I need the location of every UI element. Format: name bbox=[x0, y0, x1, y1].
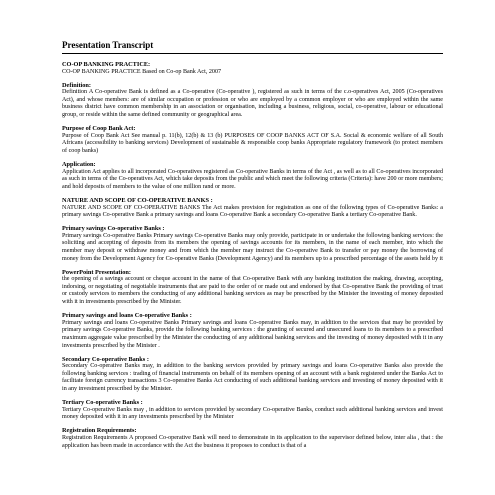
section-heading: Tertiary Co-operative Banks : bbox=[62, 399, 143, 407]
section-heading: Registration Requirements: bbox=[62, 427, 137, 435]
section-text: Application Act applies to all incorporated Co-operatives registered as Co-operative Banks in terms of the Act , as well as to all Co-operatives incorporated as such in terms of the Co-operatives Act, which take deposits from the public and which meet the following criteria (Criteria): have 200 or more members; and hold deposits of members to the value of one million rand or more. bbox=[62, 168, 443, 190]
transcript-section bbox=[62, 197, 443, 220]
section-heading: Secondary Co-operative Banks : bbox=[62, 355, 149, 363]
section-heading: CO-OP BANKING PRACTICE: bbox=[62, 61, 151, 68]
section-text: the opening of a savings account or cheque account in the name of that Co-operative Bank with any banking institution the making, drawing, accepting, indorsing, or negotiating of negotiable instruments that are paid to the order of or made out and endorsed by that Co-operative Bank the providing of trust or custody services to members the conducting of any additional banking services as may be prescribed by the Minister the investing of money deposited with it in investments prescribed by the Minister. bbox=[62, 276, 443, 306]
transcript-section bbox=[62, 125, 443, 155]
transcript-section bbox=[62, 269, 443, 307]
section-heading: Application: bbox=[62, 161, 96, 169]
transcript-section bbox=[62, 427, 443, 450]
section-text: NATURE AND SCOPE OF CO-OPERATIVE BANKS The Act makes provision for registration as one of the following types of Co-operative Banks: a primary savings Co-operative Bank a primary savings and loans Co-operative Bank a secondary Co-operative Bank a tertiary Co-operative Bank. bbox=[62, 204, 443, 219]
section-text: Registration Requirements A proposed Co-operative Bank will need to demonstrate in its application to the supervisor defined below, inter alia , that : the application has been made in accordance with the Act the business it proposes to conduct is that of a bbox=[62, 434, 443, 449]
section-heading: Definition: bbox=[62, 81, 92, 89]
section-text: Purpose of Coop Bank Act See manual p. 11(b), 12(b) & 13 (b) PURPOSES OF COOP BANKS ACT OF S.A. Social & economic welfare of all South Africans (accessibility to banking services) Development of sustainable & responsible coop banks Appropriate regulatory framework (to protect members of coop banks) bbox=[62, 132, 443, 154]
section-heading: NATURE AND SCOPE OF CO-OPERATIVE BANKS : bbox=[62, 196, 213, 204]
transcript-section bbox=[62, 225, 443, 263]
section-heading: Purpose of Coop Bank Act: bbox=[62, 125, 136, 133]
transcript-section bbox=[62, 312, 443, 350]
page-title: Presentation Transcript bbox=[62, 40, 443, 54]
section-text: Primary savings and loans Co-operative Banks Primary savings and loans Co-operative Banks may, in addition to the services that may be provided by primary savings Co-operative Banks, provide the following banking services : the granting of secured and unsecured loans to its members to a prescribed maximum aggregate value prescribed by the Minister the conducting of any additional banking services and the investing of money deposited with it in any investments prescribed by the Minister . bbox=[62, 319, 443, 349]
transcript-section bbox=[62, 161, 443, 191]
transcript-body bbox=[62, 61, 443, 450]
section-text: Secondary Co-operative Banks may, in addition to the banking services provided by primary savings and loans Co-operative Banks also provide the following banking services : trading of financial instruments on behalf of its members opening of an account with a bank registered under the Banks Act to facilitate foreign currency transactions 3 Co-operative Banks Act conducting of such additional banking services and investing of money deposited with it in any investment prescribed by the Minister. bbox=[62, 363, 443, 392]
section-heading: PowerPoint Presentation: bbox=[62, 268, 131, 276]
transcript-section bbox=[62, 82, 443, 120]
section-text: Tertiary Co-operative Banks may , in addition to services provided by secondary Co-operative Banks, conduct such additional banking services and invest money deposited with it in any investments prescribed by the Minister bbox=[62, 406, 443, 421]
section-heading: Primary savings Co-operative Banks : bbox=[62, 225, 165, 233]
transcript-section bbox=[62, 356, 443, 394]
section-text: Definition A Co-operative Bank is defined as a Co-operative (Co-operative ), registered as such in terms of the c.o-operatives Act, 2005 (Co-operatives Act), and whose members: are of similar occupation or profession or who are employed by a common employer or who are employed within the same business district have common membership in an association or organisation, including a business, religious, social, co-operative, labour or educational group, or reside within the same defined community or geographical area. bbox=[62, 89, 443, 119]
transcript-section bbox=[62, 399, 443, 422]
transcript-section bbox=[62, 61, 443, 76]
section-text: Primary savings Co-operative Banks Primary savings Co-operative Banks may only provide, participate in or undertake the following banking services: the soliciting and accepting of deposits from its members the opening of savings accounts for its members, in the name of each member, into which the member may deposit or withdraw money and from which the member may instruct the Co-operative Bank to transfer or pay money the borrowing of money from the Development Agency for Co-operative Banks (Development Agency) and its members up to a prescribed percentage of the assets held by it bbox=[62, 232, 443, 262]
section-heading: Primary savings and loans Co-operative Banks : bbox=[62, 312, 192, 320]
section-text: CO-OP BANKING PRACTICE Based on Co-op Bank Act, 2007 bbox=[62, 68, 222, 75]
